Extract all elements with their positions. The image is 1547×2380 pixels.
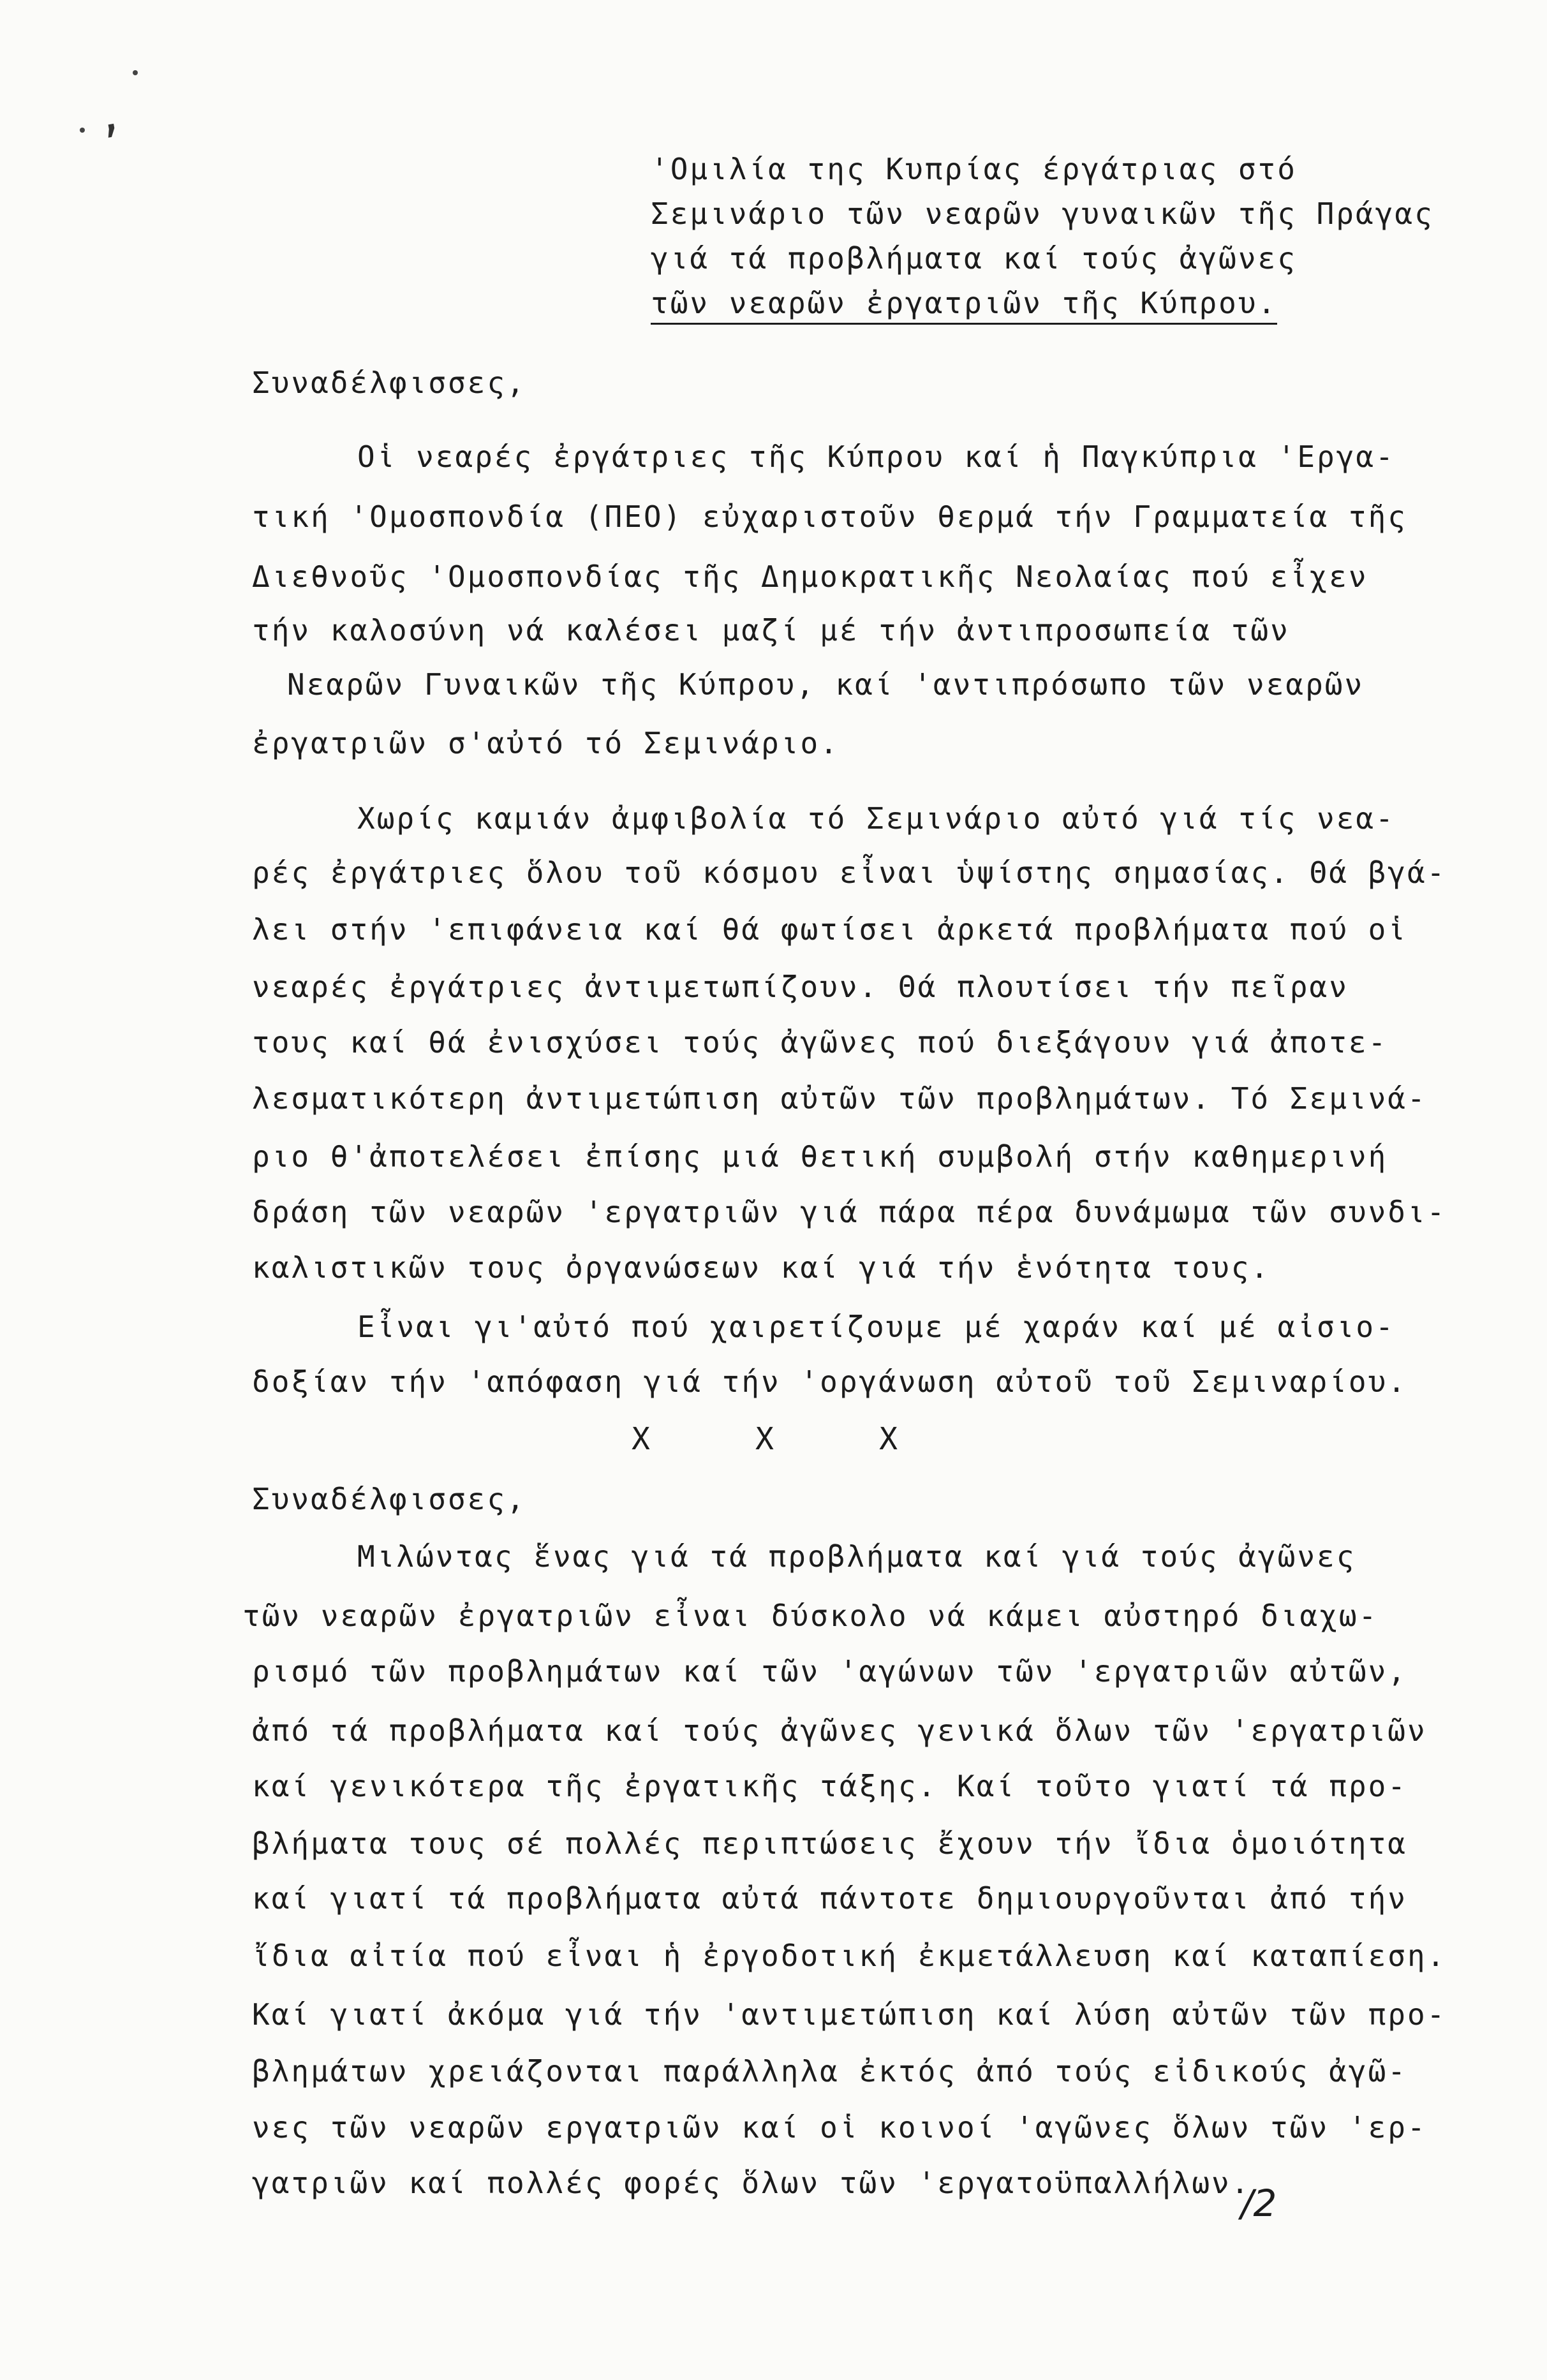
text-line: καί γενικότερα τῆς ἐργατικῆς τάξης. Καί τοῦτο γιατί τά προ- <box>252 1769 1407 1803</box>
text-line: δοξίαν τήν 'απόφαση γιά τήν 'οργάνωση αὐτοῦ τοῦ Σεμιναρίου. <box>252 1364 1407 1399</box>
section-separator <box>632 1421 899 1457</box>
text-line: γατριῶν καί πολλές φορές ὅλων τῶν 'εργατοϋπαλλήλων. <box>252 2166 1251 2200</box>
salutation: Συναδέλφισσες, <box>252 1482 526 1516</box>
text-line: ρές ἐργάτριες ὅλου τοῦ κόσμου εἶναι ὑψίστης σημασίας. Θά βγά- <box>252 855 1447 890</box>
text-line: Χωρίς καμιάν ἀμφιβολία τό Σεμινάριο αὐτό γιά τίς νεα- <box>357 801 1395 836</box>
page-number: /2 <box>1241 2182 1277 2225</box>
document-heading <box>651 147 1467 325</box>
text-line: λει στήν 'επιφάνεια καί θά φωτίσει ἀρκετά προβλήματα πού οἱ <box>252 912 1407 947</box>
text-line: βλήματα τους σέ πολλές περιπτώσεις ἔχουν τήν ἴδια ὁμοιότητα <box>252 1826 1407 1861</box>
text-line: λεσματικότερη ἀντιμετώπιση αὐτῶν τῶν προβλημάτων. Τό Σεμινά- <box>252 1081 1427 1116</box>
text-line: ριο θ'ἀποτελέσει ἐπίσης μιά θετική συμβολή στήν καθημερινή <box>252 1139 1388 1174</box>
text-line: ἴδια αἰτία πού εἶναι ἡ ἐργοδοτική ἐκμετάλλευση καί καταπίεση. <box>252 1939 1447 1973</box>
separator-mark: X <box>879 1421 899 1457</box>
scan-speck <box>80 128 85 133</box>
text-line: Οἱ νεαρές ἐργάτριες τῆς Κύπρου καί ἡ Παγκύπρια 'Εργα- <box>357 440 1395 474</box>
text-line: Εἶναι γι'αὐτό πού χαιρετίζουμε μέ χαράν καί μέ αἰσιο- <box>357 1310 1395 1344</box>
heading-line: γιά τά προβλήματα καί τούς ἀγῶνες <box>651 241 1297 276</box>
scan-speck <box>133 70 138 75</box>
text-line: τους καί θά ἐνισχύσει τούς ἀγῶνες πού διεξάγουν γιά ἀποτε- <box>252 1025 1388 1060</box>
heading-line: 'Ομιλία της Κυπρίας έργάτριας στό <box>651 152 1297 186</box>
text-line: δράση τῶν νεαρῶν 'εργατριῶν γιά πάρα πέρα δυνάμωμα τῶν συνδι- <box>252 1195 1447 1229</box>
text-line: ἐργατριῶν σ'αὐτό τό Σεμινάριο. <box>252 726 840 760</box>
text-line: τῶν νεαρῶν ἐργατριῶν εἶναι δύσκολο νά κάμει αὐστηρό διαχω- <box>242 1599 1379 1633</box>
separator-mark: X <box>755 1421 776 1457</box>
text-line: Διεθνοῦς 'Ομοσπονδίας τῆς Δημοκρατικῆς Νεολαίας πού εἶχεν <box>252 559 1368 594</box>
text-line: καλιστικῶν τους ὀργανώσεων καί γιά τήν ἑνότητα τους. <box>252 1250 1271 1285</box>
text-line: καί γιατί τά προβλήματα αὐτά πάντοτε δημιουργοῦνται ἀπό τήν <box>252 1881 1407 1916</box>
text-line: ρισμό τῶν προβλημάτων καί τῶν 'αγώνων τῶν 'εργατριῶν αὐτῶν, <box>252 1654 1407 1689</box>
text-line: νες τῶν νεαρῶν εργατριῶν καί οἱ κοινοί 'αγῶνες ὅλων τῶν 'ερ- <box>252 2110 1427 2145</box>
text-line: Νεαρῶν Γυναικῶν τῆς Κύπρου, καί 'αντιπρόσωπο τῶν νεαρῶν <box>287 667 1365 702</box>
text-line: τήν καλοσύνη νά καλέσει μαζί μέ τήν ἀντιπροσωπεία τῶν <box>252 613 1290 647</box>
text-line: Μιλώντας ἕνας γιά τά προβλήματα καί γιά τούς ἀγῶνες <box>357 1539 1356 1574</box>
heading-line-underlined: τῶν νεαρῶν ἐργατριῶν τῆς Κύπρου. <box>651 281 1467 325</box>
pen-mark: , <box>91 87 129 144</box>
text-line: νεαρές ἐργάτριες ἀντιμετωπίζουν. Θά πλουτίσει τήν πεῖραν <box>252 970 1349 1004</box>
text-line: Καί γιατί ἀκόμα γιά τήν 'αντιμετώπιση καί λύση αὐτῶν τῶν προ- <box>252 1997 1447 2032</box>
text-line: ἀπό τά προβλήματα καί τούς ἀγῶνες γενικά ὅλων τῶν 'εργατριῶν <box>252 1713 1427 1748</box>
heading-line: Σεμινάριο τῶν νεαρῶν γυναικῶν τῆς Πράγας <box>651 196 1434 231</box>
text-line: βλημάτων χρειάζονται παράλληλα ἐκτός ἀπό τούς εἰδικούς ἀγῶ- <box>252 2054 1407 2088</box>
salutation: Συναδέλφισσες, <box>252 366 526 400</box>
separator-mark: X <box>632 1421 652 1457</box>
text-line: τική 'Ομοσπονδία (ΠΕΟ) εὐχαριστοῦν θερμά τήν Γραμματεία τῆς <box>252 499 1407 534</box>
